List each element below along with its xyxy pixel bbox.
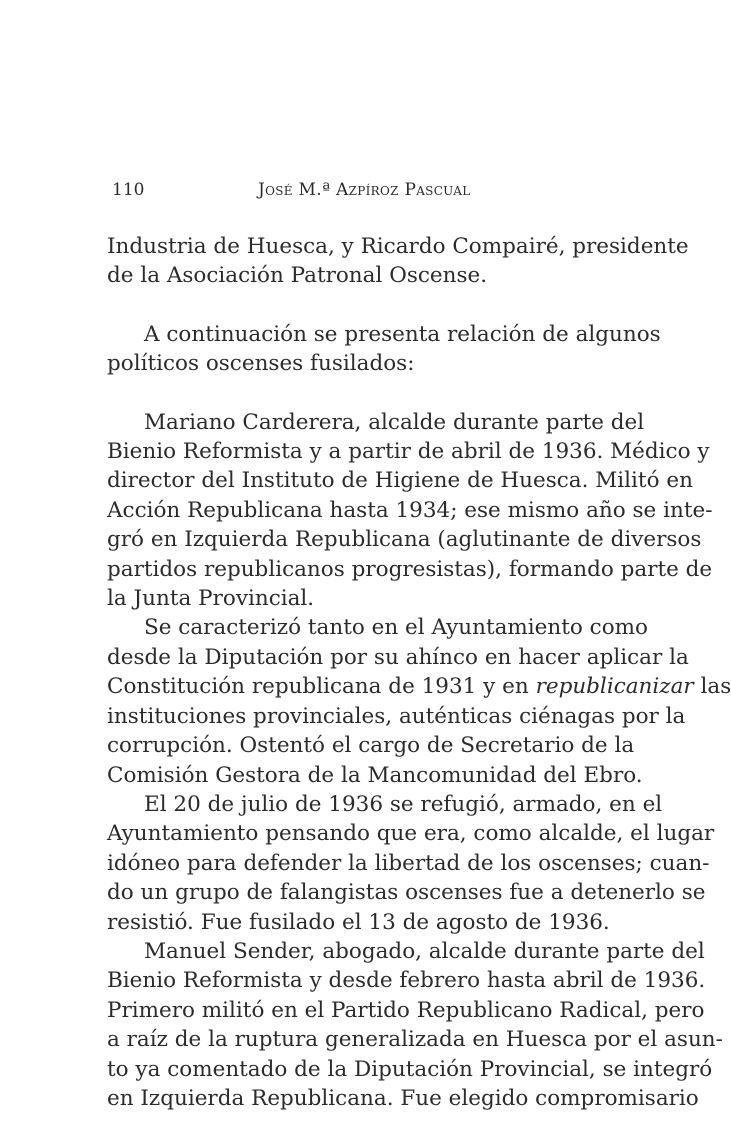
text-line: Mariano Carderera, alcalde durante parte del	[144, 409, 645, 435]
paragraph	[107, 790, 715, 937]
page-header	[0, 180, 692, 206]
paragraph	[107, 937, 723, 1113]
text-line: políticos oscenses fusilados:	[107, 351, 415, 377]
text-line: A continuación se presenta relación de algunos	[144, 321, 661, 347]
paragraph	[107, 408, 713, 614]
text-line: Ayuntamiento pensando que era, como alcalde, el lugar	[107, 821, 715, 847]
text-line: Manuel Sender, abogado, alcalde durante parte del	[144, 938, 705, 964]
text-line: en Izquierda Republicana. Fue elegido compromisario	[107, 1085, 699, 1111]
text-line: Primero militó en el Partido Republicano Radical, pero	[107, 997, 705, 1023]
paragraph	[107, 232, 689, 291]
text-line: Bienio Reformista y a partir de abril de 1936. Médico y	[107, 439, 710, 465]
text-line: Acción Republicana hasta 1934; ese mismo año se inte-	[107, 497, 713, 523]
text-line: Se caracterizó tanto en el Ayuntamiento como	[144, 615, 648, 641]
text-line: gró en Izquierda Republicana (aglutinante de diversos	[107, 527, 702, 553]
text-line: Industria de Huesca, y Ricardo Compairé, presidente	[107, 234, 689, 259]
text-line: to ya comentado de la Diputación Provincial, se integró	[107, 1056, 713, 1082]
text-line: desde la Diputación por su ahínco en hacer aplicar la	[107, 644, 689, 670]
page-number: 110	[112, 180, 145, 200]
text-line: El 20 de julio de 1936 se refugió, armado, en el	[144, 791, 663, 817]
running-head: José M.ª Azpíroz Pascual	[258, 180, 471, 200]
text-line: idóneo para defender la libertad de los oscenses; cuan-	[107, 850, 710, 876]
text-line: do un grupo de falangistas oscenses fue a detenerlo se	[107, 880, 706, 906]
text-line: instituciones provinciales, auténticas ciénagas por la	[107, 703, 686, 729]
text-line: la Junta Provincial.	[107, 586, 315, 612]
emphasized-word: republicanizar	[535, 674, 694, 700]
text-line: Comisión Gestora de la Mancomunidad del Ebro.	[107, 762, 643, 788]
text-line: corrupción. Ostentó el cargo de Secretario de la	[107, 733, 635, 759]
text-line: Constitución republicana de 1931 y en republicanizar las	[107, 674, 731, 700]
text-line: resistió. Fue fusilado el 13 de agosto de 1936.	[107, 909, 610, 935]
paragraph	[107, 320, 661, 379]
paragraph	[107, 613, 731, 789]
text-line: director del Instituto de Higiene de Huesca. Militó en	[107, 468, 693, 494]
body-text	[107, 232, 731, 1113]
text-line: Bienio Reformista y desde febrero hasta abril de 1936.	[107, 968, 706, 994]
text-line: a raíz de la ruptura generalizada en Huesca por el asun-	[107, 1027, 723, 1053]
text-line: partidos republicanos progresistas), formando parte de	[107, 556, 713, 582]
text-line: de la Asociación Patronal Oscense.	[107, 263, 488, 289]
